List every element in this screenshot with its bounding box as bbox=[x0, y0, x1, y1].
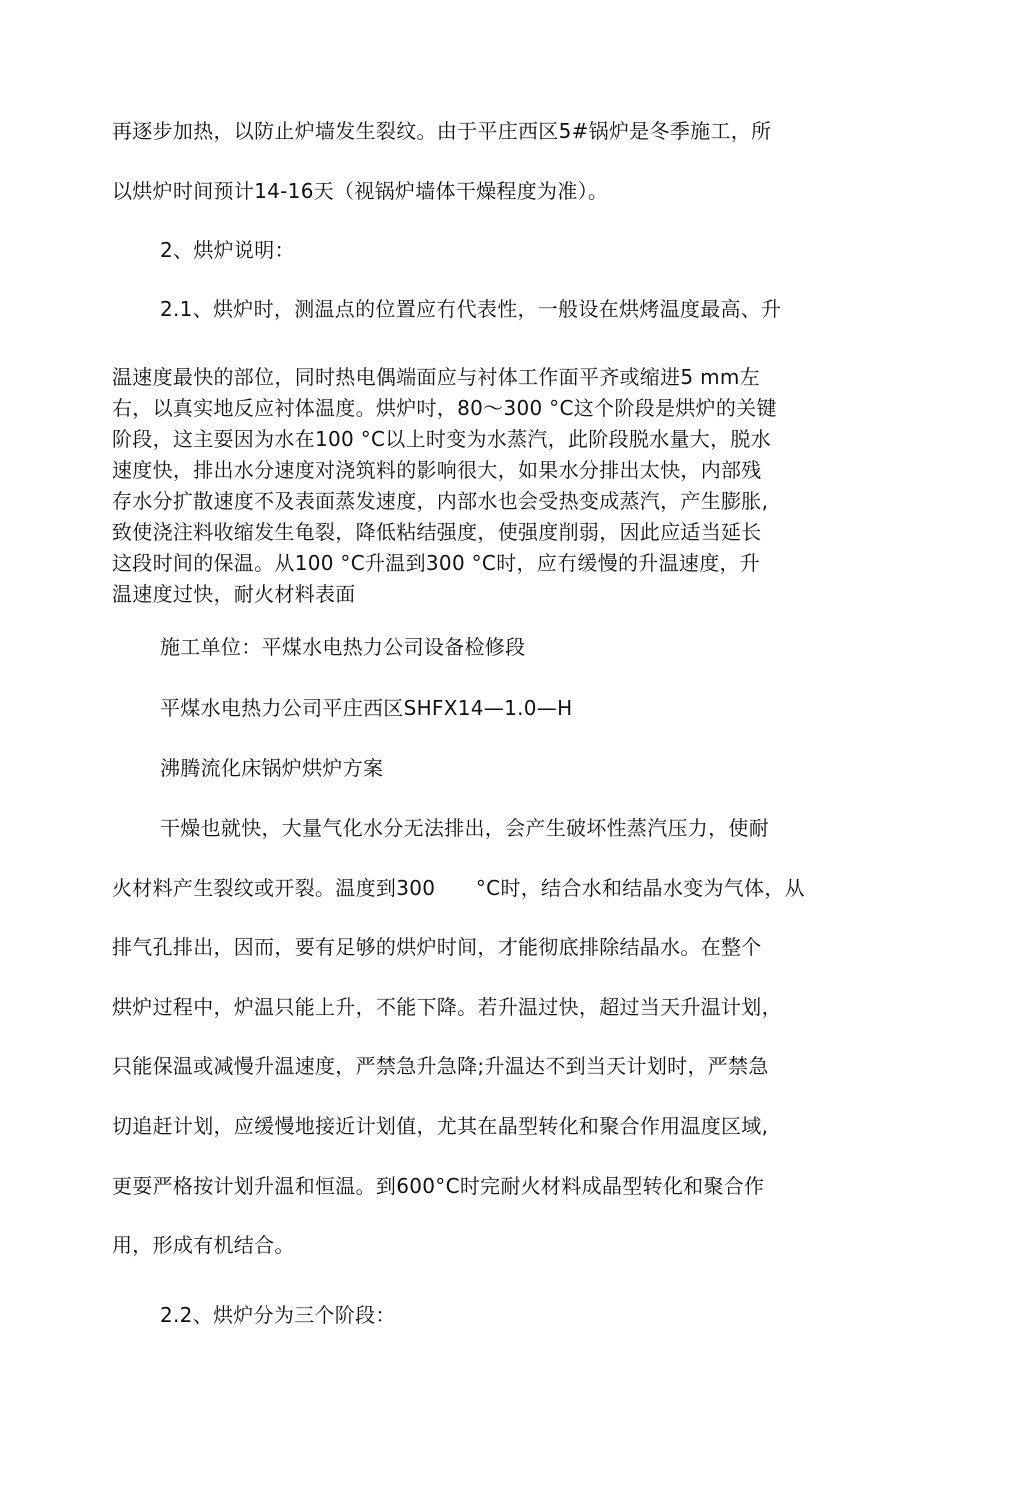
text-line: 只能保温或减慢升温速度，严禁急升急降;升温达不到当天计划时，严禁急 bbox=[112, 1054, 769, 1078]
construction-unit: 施工单位：平煤水电热力公司设备检修段 bbox=[160, 635, 526, 659]
text-line: 再逐步加热，以防止炉墙发生裂纹。由于平庄西区5#锅炉是冬季施工，所 bbox=[112, 119, 772, 143]
text-line: 致使浇注料收缩发生龟裂，降低粘结强度，使强度削弱，因此应适当延长 bbox=[112, 520, 762, 544]
text-line: 切追赶计划，应缓慢地接近计划值，尤其在晶型转化和聚合作用温度区域, bbox=[112, 1114, 769, 1138]
text-line: 温速度最快的部位，同时热电偶端面应与衬体工作面平齐或缩进5 mm左 bbox=[112, 365, 760, 389]
text-line: 右，以真实地反应衬体温度。烘炉吋，80～300 °C这个阶段是烘炉的关键 bbox=[112, 396, 777, 420]
text-line: 排气孔排出，因而，要有足够的烘炉时间，才能彻底排除结晶水。在整个 bbox=[112, 935, 762, 959]
text-line: 阶段，这主耍因为水在100 °C以上时变为水蒸汽，此阶段脱水量大，脱水 bbox=[112, 427, 771, 451]
text-line: 温速度过快，耐火材料表面 bbox=[112, 582, 356, 606]
text-line: 用，形成有机结合。 bbox=[112, 1233, 295, 1257]
text-line: 烘炉过程中，炉温只能上升，不能下降。若升温过快，超过当天升温计划， bbox=[112, 995, 782, 1019]
section-heading: 2、烘炉说明： bbox=[160, 238, 295, 262]
text-line: 干燥也就快，大量气化水分无法排出，会产生破坏性蒸汽压力，使耐 bbox=[160, 816, 769, 840]
document-title: 沸腾流化床锅炉烘炉方案 bbox=[160, 756, 384, 780]
project-name: 平煤水电热力公司平庄西区SHFX14—1.0—H bbox=[160, 696, 573, 720]
text-line: 速度快，排出水分速度对浇筑料的影响很大，如果水分排出太快，内部残 bbox=[112, 458, 762, 482]
text-line: 2.1、烘炉时，测温点的位置应冇代表性，一般设在烘烤温度最高、升 bbox=[160, 297, 782, 321]
text-line: 更耍严格按计划升温和恒温。到600°C时完耐火材料成晶型转化和聚合作 bbox=[112, 1174, 765, 1198]
text-line: 火材料产生裂纹或开裂。温度到300 °C时，结合水和结晶水变为气体，从 bbox=[112, 876, 805, 900]
text-line: 存水分扩散速度不及表面蒸发速度，内部水也会受热变成蒸汽，产生膨胀, bbox=[112, 489, 769, 513]
text-line: 这段时间的保温。从100 °C升温到300 °C时，应冇缓慢的升温速度，升 bbox=[112, 551, 761, 575]
section-heading: 2.2、烘炉分为三个阶段： bbox=[160, 1303, 396, 1327]
text-line: 以烘炉时间预计14-16天（视锅炉墙体干燥程度为准）。 bbox=[112, 179, 609, 203]
